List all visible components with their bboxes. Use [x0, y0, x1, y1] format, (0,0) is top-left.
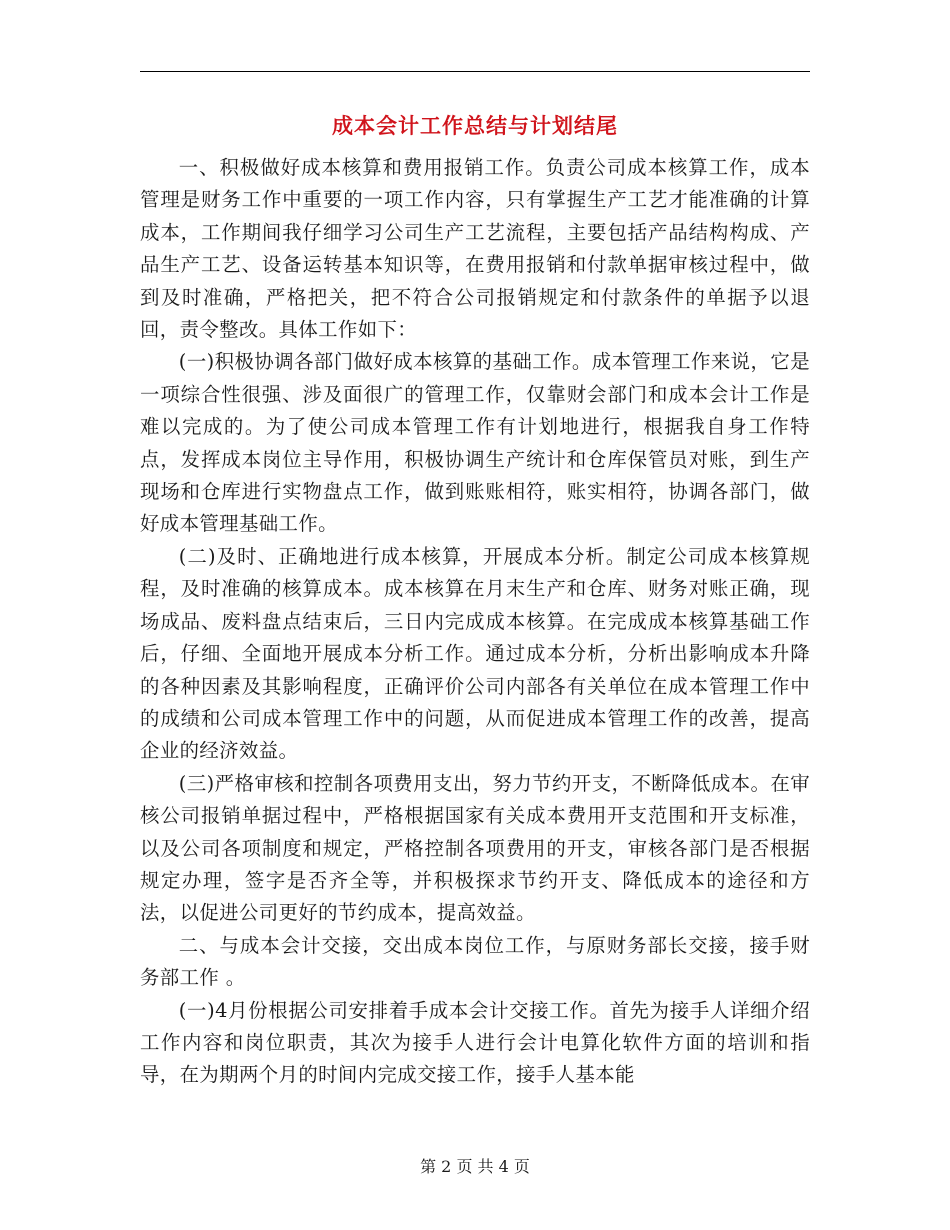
page-number: 第 2 页 共 4 页	[420, 1157, 530, 1176]
paragraph-3: (二)及时、正确地进行成本核算，开展成本分析。制定公司成本核算规程，及时准确的核算成本。成本核算在月末生产和仓库、财务对账正确，现场成品、废料盘点结束后，三日内完成成本核算。在完成成本核算基础工作后，仔细、全面地开展成本分析工作。通过成本分析，分析出影响成本升降的各种因素及其影响程度，正确评价公司内部各有关单位在成本管理工作中的成绩和公司成本管理工作中的问题，从而促进成本管理工作的改善，提高企业的经济效益。	[140, 544, 810, 763]
header-rule	[140, 71, 810, 72]
paragraph-6: (一)4月份根据公司安排着手成本会计交接工作。首先为接手人详细介绍工作内容和岗位职责，其次为接手人进行会计电算化软件方面的培训和指导，在为期两个月的时间内完成交接工作，接手人基本能	[140, 998, 810, 1087]
paragraph-2: (一)积极协调各部门做好成本核算的基础工作。成本管理工作来说，它是一项综合性很强、涉及面很广的管理工作，仅靠财会部门和成本会计工作是难以完成的。为了使公司成本管理工作有计划地进行，根据我自身工作特点，发挥成本岗位主导作用，积极协调生产统计和仓库保管员对账，到生产现场和仓库进行实物盘点工作，做到账账相符，账实相符，协调各部门，做好成本管理基础工作。	[140, 350, 810, 536]
document-body	[140, 152, 810, 1092]
page-footer	[140, 1156, 810, 1178]
paragraph-5: 二、与成本会计交接，交出成本岗位工作，与原财务部长交接，接手财务部工作 。	[140, 933, 810, 990]
document-title: 成本会计工作总结与计划结尾	[332, 113, 618, 138]
paragraph-4: (三)严格审核和控制各项费用支出，努力节约开支，不断降低成本。在审核公司报销单据过程中，严格根据国家有关成本费用开支范围和开支标准，以及公司各项制度和规定，严格控制各项费用的开支，审核各部门是否根据规定办理，签字是否齐全等，并积极探求节约开支、降低成本的途径和方法，以促进公司更好的节约成本，提高效益。	[140, 771, 810, 925]
paragraph-1: 一、积极做好成本核算和费用报销工作。负责公司成本核算工作，成本管理是财务工作中重要的一项工作内容，只有掌握生产工艺才能准确的计算成本，工作期间我仔细学习公司生产工艺流程，主要包括产品结构构成、产品生产工艺、设备运转基本知识等，在费用报销和付款单据审核过程中，做到及时准确，严格把关，把不符合公司报销规定和付款条件的单据予以退回，责令整改。具体工作如下：	[140, 156, 810, 342]
